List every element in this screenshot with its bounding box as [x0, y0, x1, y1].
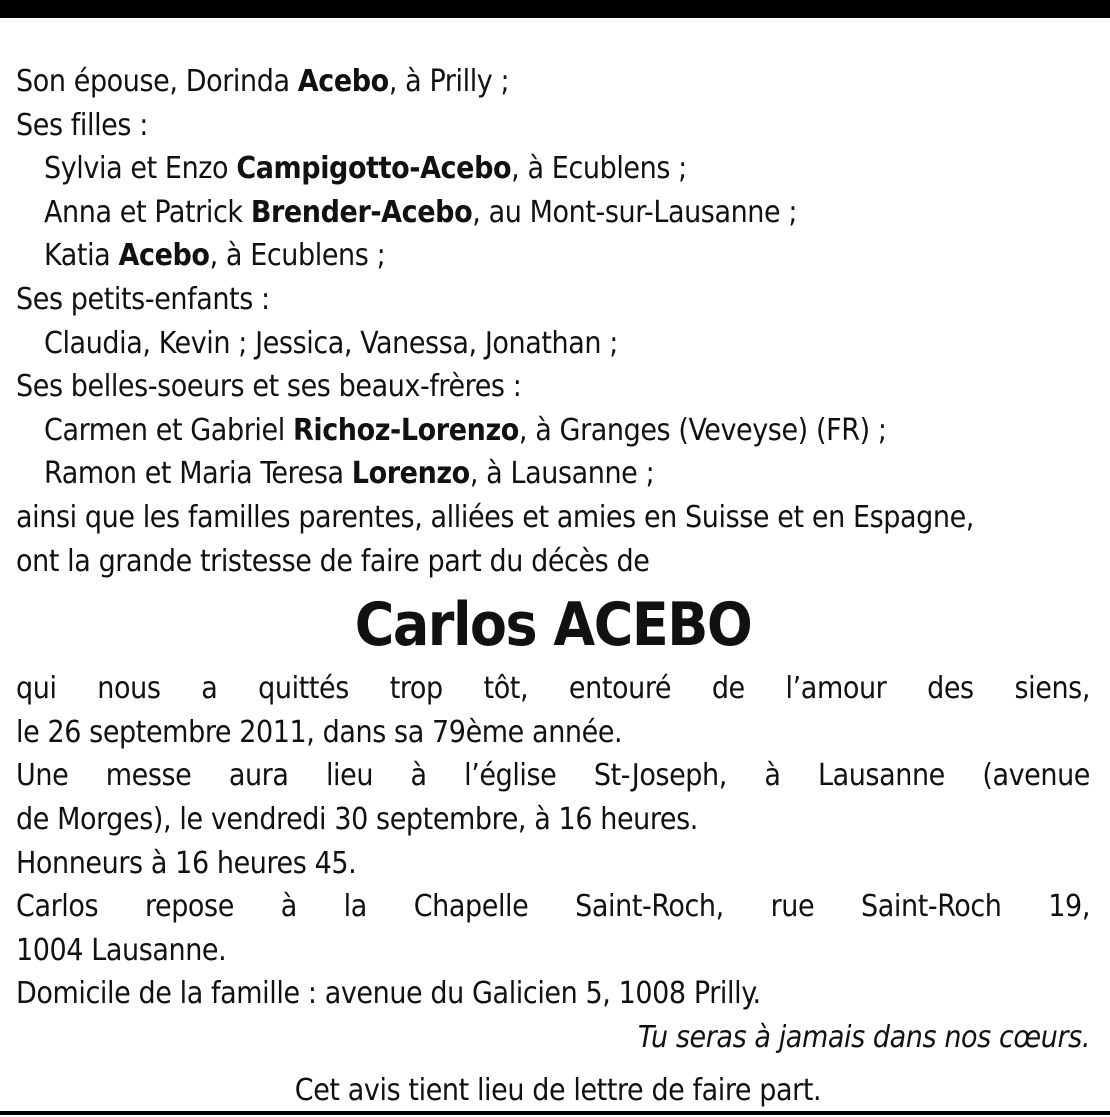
other-families-line: ainsi que les familles parentes, alliées et amies en Suisse et en Espagne, — [16, 499, 974, 535]
daughter-prefix: Sylvia et Enzo — [44, 151, 237, 187]
inlaw-location: , à Lausanne ; — [469, 456, 655, 492]
daughter-surname: Brender-Acebo — [250, 194, 473, 230]
inlaw-surname: Richoz-Lorenzo — [292, 412, 519, 448]
daughter-prefix: Katia — [44, 238, 119, 274]
mass-line-1: Une messe aura lieu à l’église St-Joseph, à Lausanne (avenue — [16, 758, 1090, 794]
inlaw-line — [16, 452, 1090, 496]
obituary-notice — [16, 60, 1090, 1113]
inlaw-prefix: Ramon et Maria Teresa — [44, 456, 352, 492]
passing-line-1: qui nous a quittés trop tôt, entouré de l’amour des siens, — [16, 671, 1090, 707]
daughter-line — [16, 147, 1090, 191]
spouse-surname: Acebo — [297, 64, 389, 99]
daughter-line — [16, 191, 1090, 235]
spouse-prefix: Son épouse, Dorinda — [16, 64, 298, 99]
spouse-line — [16, 60, 1090, 104]
passing-line-2: le 26 septembre 2011, dans sa 79ème année. — [16, 714, 623, 750]
grandchildren-names: Claudia, Kevin ; Jessica, Vanessa, Jonathan ; — [44, 325, 618, 361]
daughter-location: , au Mont-sur-Lausanne ; — [472, 194, 798, 230]
bottom-border-rule — [0, 1111, 1110, 1115]
grandchildren-heading: Ses petits-enfants : — [16, 281, 270, 317]
inlaw-location: , à Granges (Veveyse) (FR) ; — [518, 412, 887, 448]
daughters-heading: Ses filles : — [16, 107, 148, 143]
daughter-surname: Campigotto-Acebo — [236, 151, 512, 187]
honours-line: Honneurs à 16 heures 45. — [16, 845, 357, 881]
inlaw-surname: Lorenzo — [351, 456, 470, 492]
closing-note: Cet avis tient lieu de lettre de faire part. — [294, 1073, 822, 1109]
inlaws-heading: Ses belles-soeurs et ses beaux-frères : — [16, 369, 522, 405]
announcement-line: ont la grande tristesse de faire part du décès de — [16, 543, 650, 579]
epitaph: Tu seras à jamais dans nos cœurs. — [637, 1019, 1090, 1055]
mass-line-2: de Morges), le vendredi 30 septembre, à 16 heures. — [16, 801, 698, 837]
inlaw-prefix: Carmen et Gabriel — [44, 412, 293, 448]
daughter-location: , à Ecublens ; — [209, 238, 386, 274]
inlaw-line — [16, 409, 1090, 453]
deceased-name: Carlos ACEBO — [354, 590, 752, 661]
family-home-line: Domicile de la famille : avenue du Galicien 5, 1008 Prilly. — [16, 976, 761, 1012]
rest-line-1: Carlos repose à la Chapelle Saint-Roch, rue Saint-Roch 19, — [16, 889, 1090, 925]
spouse-location: , à Prilly ; — [388, 64, 510, 99]
daughter-prefix: Anna et Patrick — [44, 194, 251, 230]
daughter-surname: Acebo — [118, 238, 210, 274]
top-border-rule — [0, 0, 1110, 18]
daughter-location: , à Ecublens ; — [511, 151, 687, 187]
daughter-line — [16, 234, 1090, 278]
rest-line-2: 1004 Lausanne. — [16, 932, 227, 968]
